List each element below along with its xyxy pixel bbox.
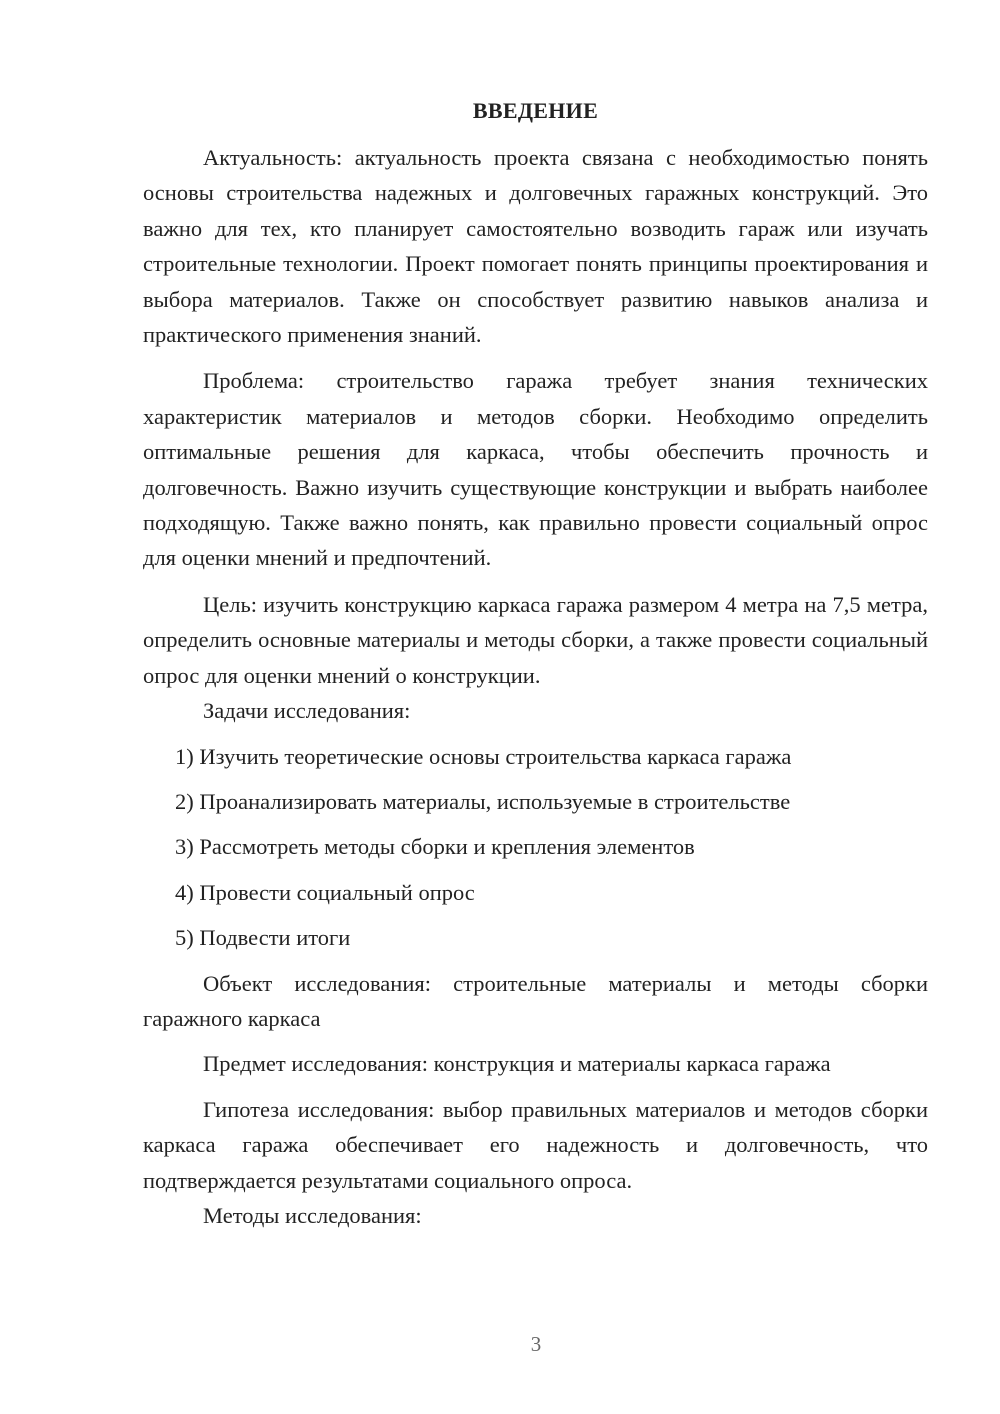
task-item-1: 1) Изучить теоретические основы строительства каркаса гаража (175, 743, 792, 769)
paragraph-problem: Проблема: строительство гаража требует знания технических характеристик материалов и методов сборки. Необходимо определить оптимальные решения для каркаса, чтобы обеспечить прочность и долговечность. Важно изучить существующие конструкции и выбрать наиболее подходящую. Также важно понять, как правильно провести социальный опрос для оценки мнений и предпочтений. (143, 368, 928, 571)
methods-heading: Методы исследования: (203, 1202, 422, 1228)
page-number: 3 (530, 1332, 542, 1356)
task-item-2: 2) Проанализировать материалы, используемые в строительстве (175, 788, 791, 814)
task-item-4: 4) Провести социальный опрос (175, 879, 475, 905)
page-content (143, 92, 928, 1233)
tasks-heading: Задачи исследования: (203, 698, 411, 724)
paragraph-hypothesis: Гипотеза исследования: выбор правильных материалов и методов сборки каркаса гаража обеспечивает его надежность и долговечность, что подтверждается результатами социального опроса. (143, 1096, 928, 1193)
paragraph-goal: Цель: изучить конструкцию каркаса гаража размером 4 метра на 7,5 метра, определить основные материалы и методы сборки, а также провести социальный опрос для оценки мнений о конструкции. (143, 591, 928, 688)
paragraph-relevance: Актуальность: актуальность проекта связана с необходимостью понять основы строительства надежных и долговечных гаражных конструкций. Это важно для тех, кто планирует самостоятельно возводить гараж или изучать строительные технологии. Проект помогает понять принципы проектирования и выбора материалов. Также он способствует развитию навыков анализа и практического применения знаний. (143, 145, 928, 348)
task-item-3: 3) Рассмотреть методы сборки и крепления элементов (175, 834, 695, 860)
task-item-5: 5) Подвести итоги (175, 925, 351, 951)
paragraph-object: Объект исследования: строительные материалы и методы сборки гаражного каркаса (143, 970, 928, 1031)
paragraph-subject: Предмет исследования: конструкция и материалы каркаса гаража (203, 1051, 831, 1077)
page-title: ВВЕДЕНИЕ (472, 98, 599, 123)
